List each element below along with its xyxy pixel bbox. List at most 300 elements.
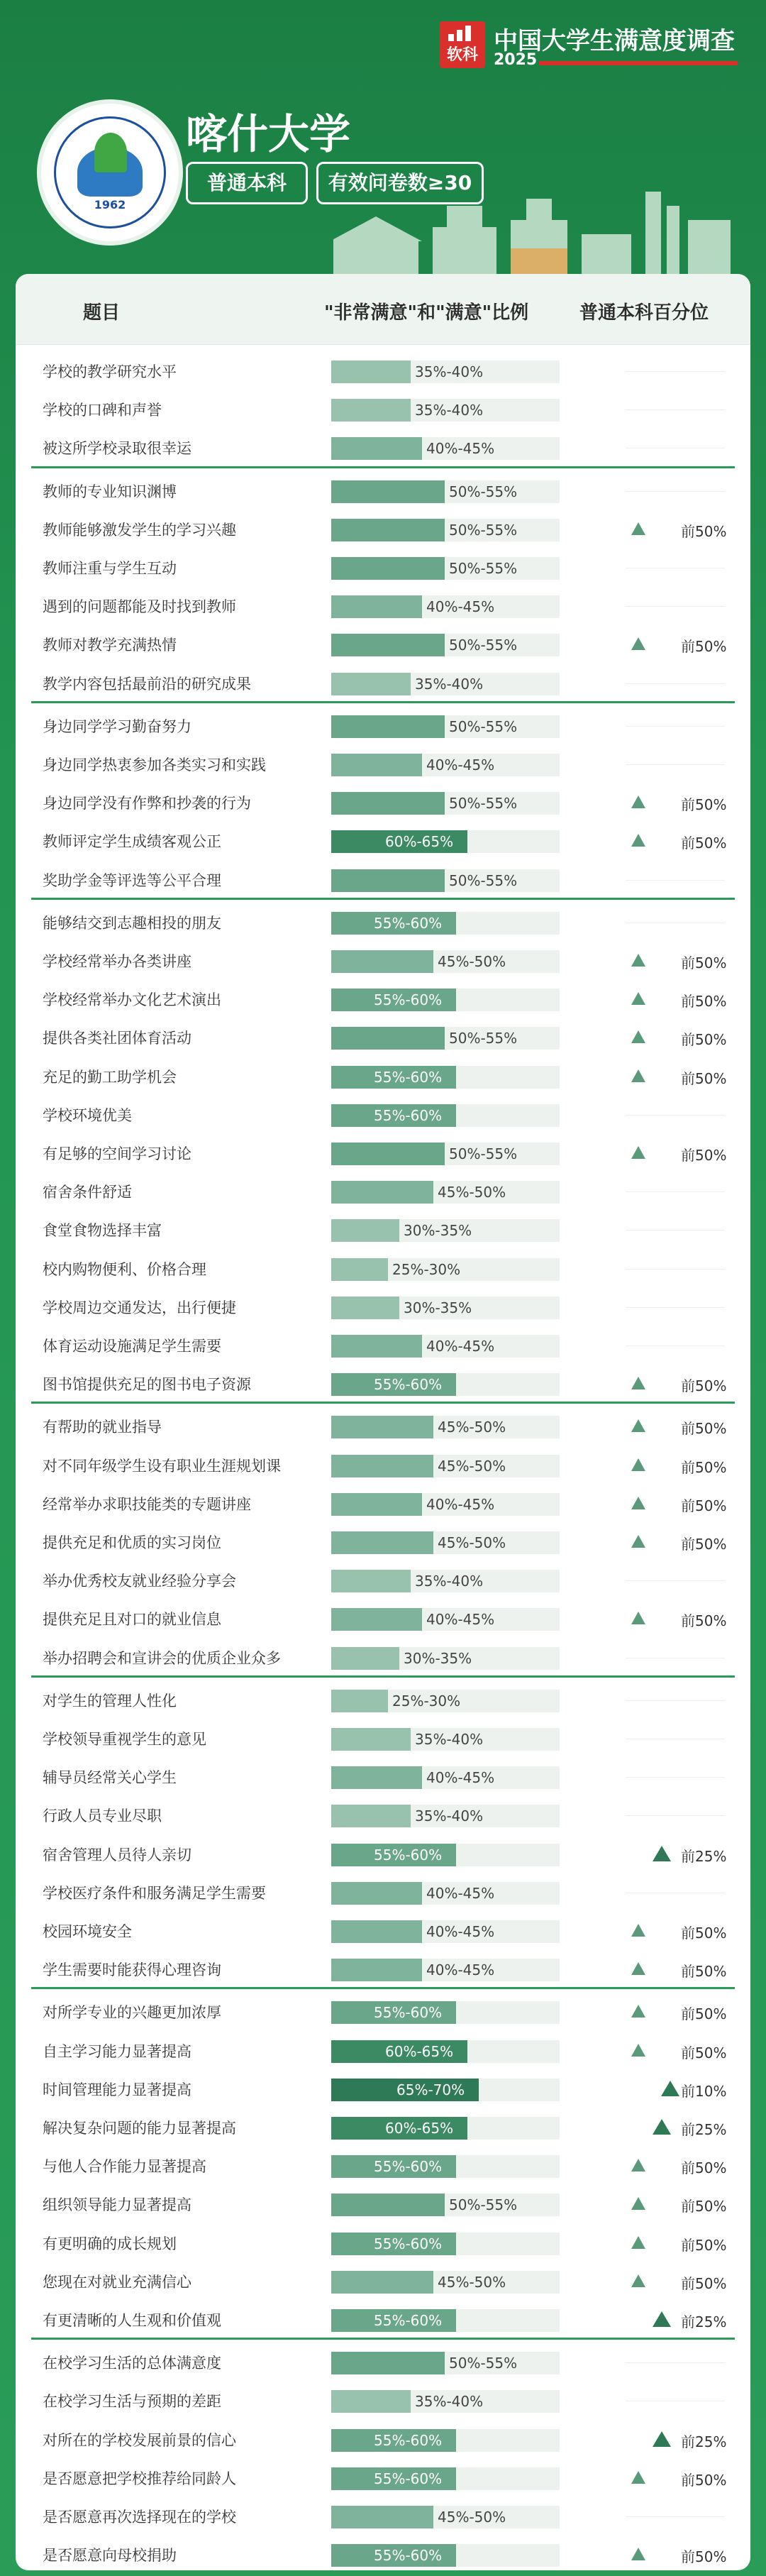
percentile-label: 前50% xyxy=(681,954,727,971)
ratio-bar-track xyxy=(331,2194,560,2216)
ratio-bar xyxy=(331,1335,422,1358)
ratio-range-label: 50%-55% xyxy=(449,521,518,539)
ratio-bar-track xyxy=(331,912,560,935)
ratio-range-label: 30%-35% xyxy=(404,1649,472,1667)
ratio-range-label: 50%-55% xyxy=(449,717,518,735)
percentile-label: 前50% xyxy=(681,796,727,814)
percentile-label: 前25% xyxy=(681,2313,727,2330)
table-row xyxy=(16,1524,750,1561)
ratio-range-label: 35%-40% xyxy=(415,1573,484,1590)
ratio-bar xyxy=(331,1219,399,1242)
ratio-bar-track xyxy=(331,869,560,892)
table-row xyxy=(16,1994,750,2031)
ratio-bar-track xyxy=(331,2155,560,2178)
ratio-range-label: 55%-60% xyxy=(374,1376,443,1394)
percentile-triangle-icon xyxy=(631,992,645,1005)
ratio-bar xyxy=(331,1297,399,1319)
table-row xyxy=(16,1366,750,1403)
percentile-empty-line xyxy=(626,764,725,765)
ratio-bar-track xyxy=(331,1959,560,1981)
row-item-label: 身边同学没有作弊和抄袭的行为 xyxy=(43,795,251,813)
ratio-bar-track xyxy=(331,634,560,656)
percentile-label: 前50% xyxy=(681,1925,727,1942)
group-separator xyxy=(31,1402,735,1404)
row-item-label: 学校经常举办文化艺术演出 xyxy=(43,991,221,1009)
ratio-range-label: 50%-55% xyxy=(449,871,518,889)
table-row xyxy=(16,1097,750,1134)
table-row xyxy=(16,905,750,942)
ratio-bar-track xyxy=(331,2544,560,2567)
percentile-empty-line xyxy=(626,2362,725,2363)
ratio-range-label: 60%-65% xyxy=(385,833,454,851)
percentile-triangle-icon xyxy=(631,2005,645,2018)
ratio-bar xyxy=(331,1143,445,1165)
percentile-triangle-icon xyxy=(631,2471,645,2484)
brand-logo-text: 软科 xyxy=(446,46,478,64)
percentile-label: 前50% xyxy=(681,2044,727,2062)
percentile-label: 前50% xyxy=(681,993,727,1011)
ratio-range-label: 50%-55% xyxy=(449,637,518,654)
percentile-label: 前50% xyxy=(681,1458,727,1476)
table-row xyxy=(16,1448,750,1485)
table-row xyxy=(16,1913,750,1950)
percentile-label: 前50% xyxy=(681,2548,727,2566)
row-item-label: 学校周边交通发达，出行便捷 xyxy=(43,1299,236,1316)
ratio-bar-track xyxy=(331,2352,560,2374)
percentile-triangle-icon xyxy=(631,2159,645,2172)
ratio-bar-track xyxy=(331,1373,560,1396)
table-header xyxy=(16,274,750,345)
brand-title: 中国大学生满意度调查 xyxy=(494,27,735,55)
row-item-label: 对不同年级学生设有职业生涯规划课 xyxy=(43,1457,281,1475)
ratio-range-label: 55%-60% xyxy=(374,2431,443,2449)
percentile-triangle-icon xyxy=(631,637,645,650)
ratio-bar-track xyxy=(331,1647,560,1670)
table-row xyxy=(16,2499,750,2536)
ratio-range-label: 45%-50% xyxy=(438,2509,506,2526)
ratio-range-label: 35%-40% xyxy=(415,2393,484,2411)
percentile-label: 前50% xyxy=(681,2005,727,2023)
table-row xyxy=(16,666,750,703)
row-item-label: 对所学专业的兴趣更加浓厚 xyxy=(43,2004,221,2022)
ratio-bar xyxy=(331,1920,422,1943)
percentile-empty-line xyxy=(626,491,725,492)
group-separator xyxy=(31,466,735,468)
table-row xyxy=(16,823,750,860)
ratio-bar xyxy=(331,2352,445,2374)
ratio-bar-track xyxy=(331,480,560,503)
ratio-bar xyxy=(331,1455,433,1477)
percentile-label: 前50% xyxy=(681,1497,727,1514)
group-separator xyxy=(31,1987,735,1989)
table-row xyxy=(16,588,750,625)
row-item-label: 是否愿意再次选择现在的学校 xyxy=(43,2509,236,2526)
table-row xyxy=(16,1952,750,1988)
percentile-label: 前50% xyxy=(681,2198,727,2216)
row-item-label: 学校医疗条件和服务满足学生需要 xyxy=(43,1884,266,1902)
row-item-label: 组织领导能力显著提高 xyxy=(43,2196,192,2214)
row-item-label: 学生需要时能获得心理咨询 xyxy=(43,1961,221,1979)
ratio-bar-track xyxy=(331,1066,560,1089)
ratio-range-label: 35%-40% xyxy=(415,1807,484,1825)
percentile-triangle-icon xyxy=(631,1146,645,1159)
ratio-bar-track xyxy=(331,557,560,580)
ratio-range-label: 30%-35% xyxy=(404,1299,472,1316)
ratio-bar xyxy=(331,480,445,503)
header-percentile: 普通本科百分位 xyxy=(579,302,709,324)
row-item-label: 行政人员专业尽职 xyxy=(43,1807,162,1825)
row-item-label: 对学生的管理人性化 xyxy=(43,1692,177,1710)
ratio-range-label: 60%-65% xyxy=(385,2042,454,2060)
table-row xyxy=(16,2302,750,2339)
ratio-range-label: 50%-55% xyxy=(449,2196,518,2214)
row-item-label: 学校领导重视学生的意见 xyxy=(43,1731,206,1748)
row-item-label: 是否愿意向母校捐助 xyxy=(43,2547,177,2565)
ratio-range-label: 50%-55% xyxy=(449,2355,518,2372)
percentile-empty-line xyxy=(626,1700,725,1701)
ratio-bar xyxy=(331,2390,411,2413)
group-separator xyxy=(31,701,735,703)
table-row xyxy=(16,2225,750,2262)
ratio-bar-track xyxy=(331,1027,560,1050)
percentile-triangle-icon xyxy=(661,2081,679,2096)
ratio-bar xyxy=(331,1027,445,1050)
percentile-empty-line xyxy=(626,1269,725,1270)
satisfaction-table-card xyxy=(16,274,750,2570)
table-row xyxy=(16,1798,750,1834)
ratio-bar xyxy=(331,869,445,892)
ratio-bar-track xyxy=(331,1920,560,1943)
table-row xyxy=(16,785,750,822)
table-row xyxy=(16,512,750,549)
ratio-range-label: 25%-30% xyxy=(392,1260,461,1278)
row-item-label: 能够结交到志趣相投的朋友 xyxy=(43,914,221,932)
ratio-bar-track xyxy=(331,360,560,383)
table-row xyxy=(16,1837,750,1873)
ratio-bar-track xyxy=(331,950,560,973)
percentile-triangle-icon xyxy=(631,2274,645,2287)
table-row xyxy=(16,1683,750,1719)
ratio-bar xyxy=(331,1531,433,1554)
table-row xyxy=(16,747,750,783)
row-item-label: 奖助学金等评选等公平合理 xyxy=(43,871,221,889)
ratio-bar xyxy=(331,399,411,422)
percentile-empty-line xyxy=(626,371,725,372)
seal-ring xyxy=(54,116,166,229)
ratio-bar xyxy=(331,715,445,738)
percentile-empty-line xyxy=(626,1777,725,1778)
table-row xyxy=(16,1174,750,1211)
table-row xyxy=(16,627,750,664)
row-item-label: 提供充足且对口的就业信息 xyxy=(43,1611,221,1629)
ratio-range-label: 40%-45% xyxy=(426,1923,495,1940)
table-row xyxy=(16,1601,750,1638)
brand-logo-bars-icon xyxy=(448,26,477,41)
brand-underline xyxy=(539,61,738,65)
table-row xyxy=(16,1563,750,1600)
ratio-range-label: 55%-60% xyxy=(374,2470,443,2487)
row-item-label: 经常举办求职技能类的专题讲座 xyxy=(43,1495,251,1513)
row-item-label: 学校的教学研究水平 xyxy=(43,363,177,380)
percentile-triangle-icon xyxy=(631,1377,645,1389)
seal-leaf-icon xyxy=(94,133,127,172)
table-row xyxy=(16,550,750,587)
ratio-range-label: 40%-45% xyxy=(426,1611,495,1629)
ratio-bar xyxy=(331,1570,411,1592)
ratio-bar-track xyxy=(331,2271,560,2294)
ratio-range-label: 55%-60% xyxy=(374,2547,443,2565)
percentile-triangle-icon xyxy=(631,1535,645,1548)
table-row xyxy=(16,1721,750,1758)
ratio-range-label: 40%-45% xyxy=(426,440,495,458)
percentile-triangle-icon xyxy=(653,2431,671,2447)
ratio-range-label: 25%-30% xyxy=(392,1692,461,1710)
percentile-label: 前50% xyxy=(681,522,727,540)
ratio-range-label: 35%-40% xyxy=(415,402,484,419)
ratio-bar-track xyxy=(331,2117,560,2140)
ratio-bar-track xyxy=(331,399,560,422)
ratio-bar-track xyxy=(331,1416,560,1438)
campus-skyline-illustration xyxy=(333,177,745,284)
ratio-bar xyxy=(331,1728,411,1751)
row-item-label: 教师评定学生成绩客观公正 xyxy=(43,833,221,851)
table-row xyxy=(16,2148,750,2185)
row-item-label: 教学内容包括最前沿的研究成果 xyxy=(43,675,251,693)
row-item-label: 与他人合作能力显著提高 xyxy=(43,2158,206,2176)
table-row xyxy=(16,2422,750,2459)
ratio-bar-track xyxy=(331,673,560,695)
row-item-label: 有帮助的就业指导 xyxy=(43,1419,162,1436)
ratio-range-label: 35%-40% xyxy=(415,1731,484,1748)
row-item-label: 校园环境安全 xyxy=(43,1923,132,1940)
row-item-label: 解决复杂问题的能力显著提高 xyxy=(43,2120,236,2137)
table-row xyxy=(16,2186,750,2223)
table-row xyxy=(16,2071,750,2108)
ratio-bar xyxy=(331,557,445,580)
percentile-triangle-icon xyxy=(631,2548,645,2560)
ratio-bar xyxy=(331,519,445,541)
percentile-triangle-icon xyxy=(631,796,645,808)
row-item-label: 身边同学学习勤奋努力 xyxy=(43,717,192,735)
ratio-bar-track xyxy=(331,1297,560,1319)
ratio-range-label: 55%-60% xyxy=(374,1068,443,1086)
table-row xyxy=(16,1059,750,1096)
ratio-range-label: 55%-60% xyxy=(374,1846,443,1864)
row-item-label: 体育运动设施满足学生需要 xyxy=(43,1338,221,1355)
percentile-triangle-icon xyxy=(631,834,645,847)
percentile-triangle-icon xyxy=(631,1962,645,1975)
percentile-label: 前25% xyxy=(681,1847,727,1865)
row-item-label: 在校学习生活与预期的差距 xyxy=(43,2393,221,2411)
ratio-bar xyxy=(331,792,445,815)
ratio-bar-track xyxy=(331,1608,560,1631)
table-row xyxy=(16,2033,750,2070)
percentile-triangle-icon xyxy=(631,1069,645,1082)
percentile-empty-line xyxy=(626,1230,725,1231)
percentile-empty-line xyxy=(626,409,725,410)
ratio-bar-track xyxy=(331,1493,560,1516)
row-item-label: 教师对教学充满热情 xyxy=(43,637,177,654)
ratio-range-label: 55%-60% xyxy=(374,2235,443,2252)
table-row xyxy=(16,862,750,899)
table-row xyxy=(16,1135,750,1172)
percentile-empty-line xyxy=(626,1580,725,1581)
percentile-triangle-icon xyxy=(653,2119,671,2135)
percentile-label: 前50% xyxy=(681,2274,727,2292)
ratio-bar-track xyxy=(331,1766,560,1789)
row-item-label: 有足够的空间学习讨论 xyxy=(43,1145,192,1162)
ratio-range-label: 40%-45% xyxy=(426,1884,495,1902)
percentile-empty-line xyxy=(626,1345,725,1346)
ratio-range-label: 40%-45% xyxy=(426,598,495,616)
percentile-triangle-icon xyxy=(631,2197,645,2210)
table-row xyxy=(16,1759,750,1796)
ratio-range-label: 40%-45% xyxy=(426,1338,495,1355)
ratio-range-label: 35%-40% xyxy=(415,363,484,380)
ratio-bar-track xyxy=(331,1690,560,1712)
row-item-label: 遇到的问题都能及时找到教师 xyxy=(43,598,236,616)
ratio-bar xyxy=(331,754,422,776)
percentile-triangle-icon xyxy=(631,954,645,967)
ratio-range-label: 50%-55% xyxy=(449,795,518,813)
table-row xyxy=(16,2110,750,2147)
row-item-label: 教师注重与学生互动 xyxy=(43,560,177,577)
ratio-range-label: 45%-50% xyxy=(438,1184,506,1201)
percentile-label: 前50% xyxy=(681,1031,727,1049)
percentile-label: 前50% xyxy=(681,2471,727,2489)
ratio-range-label: 40%-45% xyxy=(426,1961,495,1979)
ratio-range-label: 45%-50% xyxy=(438,1457,506,1475)
ratio-range-label: 55%-60% xyxy=(374,991,443,1009)
ratio-bar-track xyxy=(331,1570,560,1592)
ratio-bar xyxy=(331,2194,445,2216)
percentile-empty-line xyxy=(626,606,725,607)
ratio-bar xyxy=(331,1959,422,1981)
table-row xyxy=(16,2383,750,2420)
percentile-label: 前50% xyxy=(681,2159,727,2177)
ratio-bar-track xyxy=(331,2506,560,2528)
ratio-range-label: 65%-70% xyxy=(396,2081,465,2098)
ratio-bar-track xyxy=(331,2429,560,2452)
table-row xyxy=(16,2264,750,2301)
table-row xyxy=(16,430,750,467)
table-row xyxy=(16,353,750,390)
ratio-bar-track xyxy=(331,2390,560,2413)
university-seal-logo xyxy=(37,99,183,246)
ratio-bar-track xyxy=(331,595,560,618)
percentile-label: 前50% xyxy=(681,835,727,852)
table-row xyxy=(16,1251,750,1288)
row-item-label: 学校的口碑和声誉 xyxy=(43,402,162,419)
percentile-triangle-icon xyxy=(653,1846,671,1861)
ratio-bar-track xyxy=(331,1143,560,1165)
ratio-bar xyxy=(331,1647,399,1670)
seal-year: 1962 xyxy=(94,198,126,211)
ratio-bar-track xyxy=(331,437,560,460)
group-separator xyxy=(31,898,735,900)
ratio-bar xyxy=(331,595,422,618)
ratio-bar-track xyxy=(331,1104,560,1127)
ratio-bar xyxy=(331,1258,388,1281)
ratio-range-label: 50%-55% xyxy=(449,483,518,500)
ratio-range-label: 40%-45% xyxy=(426,1769,495,1787)
ratio-range-label: 55%-60% xyxy=(374,2312,443,2329)
ratio-bar-track xyxy=(331,2233,560,2255)
ratio-bar xyxy=(331,1766,422,1789)
row-item-label: 在校学习生活的总体满意度 xyxy=(43,2355,221,2372)
table-row xyxy=(16,392,750,429)
ratio-bar-track xyxy=(331,519,560,541)
ratio-range-label: 55%-60% xyxy=(374,2004,443,2022)
percentile-label: 前25% xyxy=(681,2433,727,2450)
ratio-bar-track xyxy=(331,1335,560,1358)
percentile-empty-line xyxy=(626,683,725,684)
ratio-bar-track xyxy=(331,754,560,776)
ratio-bar xyxy=(331,673,411,695)
table-row xyxy=(16,1020,750,1057)
ratio-range-label: 30%-35% xyxy=(404,1222,472,1240)
row-item-label: 自主学习能力显著提高 xyxy=(43,2042,192,2060)
ratio-bar xyxy=(331,1608,422,1631)
ratio-bar-track xyxy=(331,2309,560,2332)
percentile-empty-line xyxy=(626,880,725,881)
ratio-range-label: 45%-50% xyxy=(438,2273,506,2291)
tag-sample-size: 有效问卷数≥30 xyxy=(316,162,484,204)
row-item-label: 充足的勤工助学机会 xyxy=(43,1068,177,1086)
percentile-triangle-icon xyxy=(631,1030,645,1043)
ratio-range-label: 40%-45% xyxy=(426,1495,495,1513)
percentile-empty-line xyxy=(626,1115,725,1116)
percentile-label: 前50% xyxy=(681,1069,727,1087)
ratio-bar xyxy=(331,2271,433,2294)
ratio-range-label: 55%-60% xyxy=(374,1106,443,1124)
ratio-bar-track xyxy=(331,1728,560,1751)
percentile-label: 前50% xyxy=(681,1147,727,1164)
row-item-label: 教师能够激发学生的学习兴趣 xyxy=(43,521,236,539)
percentile-label: 前50% xyxy=(681,2236,727,2254)
row-item-label: 举办优秀校友就业经验分享会 xyxy=(43,1573,236,1590)
row-item-label: 学校经常举办各类讲座 xyxy=(43,953,192,970)
ratio-bar-track xyxy=(331,989,560,1011)
ratio-bar-track xyxy=(331,830,560,853)
row-item-label: 对所在的学校发展前景的信心 xyxy=(43,2431,236,2449)
percentile-triangle-icon xyxy=(631,2236,645,2249)
ratio-bar-track xyxy=(331,1805,560,1827)
ratio-bar-track xyxy=(331,2079,560,2101)
percentile-triangle-icon xyxy=(631,1924,645,1937)
row-item-label: 宿舍条件舒适 xyxy=(43,1184,132,1201)
table-row xyxy=(16,473,750,510)
ratio-range-label: 50%-55% xyxy=(449,1030,518,1047)
ratio-bar xyxy=(331,437,422,460)
table-row xyxy=(16,943,750,980)
percentile-label: 前50% xyxy=(681,638,727,656)
percentile-triangle-icon xyxy=(653,2311,671,2327)
table-row xyxy=(16,1640,750,1677)
ratio-bar xyxy=(331,2506,433,2528)
row-item-label: 有更明确的成长规划 xyxy=(43,2235,177,2252)
table-row xyxy=(16,1409,750,1446)
ratio-bar-track xyxy=(331,1219,560,1242)
ratio-bar-track xyxy=(331,1844,560,1866)
percentile-empty-line xyxy=(626,726,725,727)
brand-year: 2025 xyxy=(494,51,538,69)
percentile-label: 前50% xyxy=(681,1536,727,1553)
percentile-empty-line xyxy=(626,1307,725,1308)
ratio-range-label: 40%-45% xyxy=(426,756,495,774)
percentile-triangle-icon xyxy=(631,1612,645,1624)
ratio-bar xyxy=(331,950,433,973)
